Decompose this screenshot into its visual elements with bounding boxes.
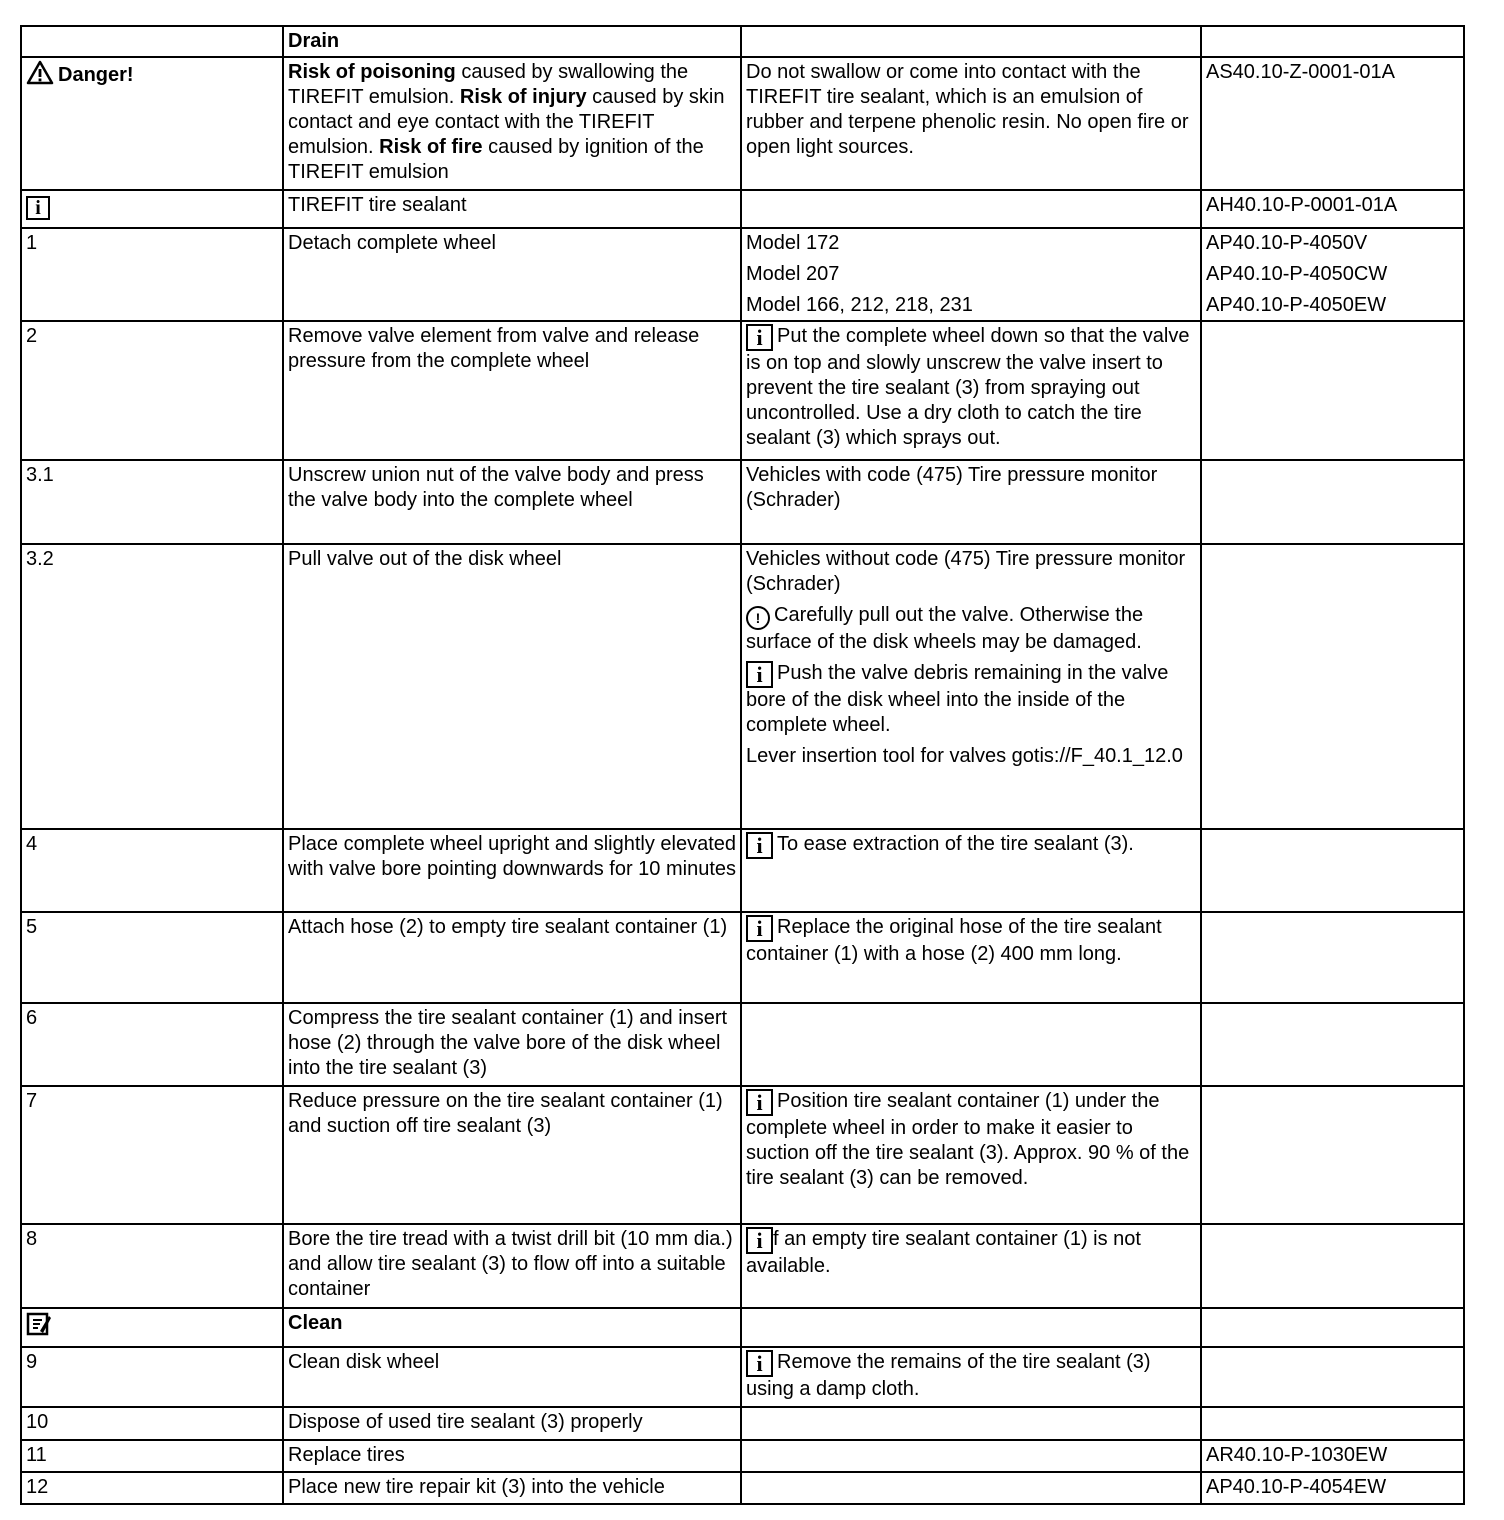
step-note: i Put the complete wheel down so that the valve is on top and slowly unscrew the valve insert to prevent the tire sealant (3) from spraying out uncontrolled. Use a dry cloth to catch the tire sealant (3) which sprays out. <box>741 321 1201 460</box>
step-number: 8 <box>21 1224 283 1308</box>
caution-circle-icon: ! <box>746 606 770 630</box>
reference-link[interactable]: AR40.10-P-1030EW <box>1201 1440 1464 1472</box>
info-icon: i <box>746 1089 773 1116</box>
step-number: 10 <box>21 1407 283 1440</box>
info-icon: i <box>746 661 773 688</box>
table-row <box>21 1086 1464 1224</box>
step-note: i f an empty tire sealant container (1) is not available. <box>741 1224 1201 1308</box>
step-number: 9 <box>21 1347 283 1407</box>
procedure-table <box>20 25 1465 1505</box>
danger-cell <box>21 57 283 190</box>
step-note: i To ease extraction of the tire sealant (3). <box>741 829 1201 912</box>
step-text: Replace tires <box>283 1440 741 1472</box>
step-number: 2 <box>21 321 283 460</box>
info-icon: i <box>26 196 50 220</box>
step-text: Clean disk wheel <box>283 1347 741 1407</box>
danger-note: Do not swallow or come into contact with the TIREFIT tire sealant, which is an emulsion of rubber and terpene phenolic resin. No open fire or open light sources. <box>741 57 1201 190</box>
table-row <box>21 1472 1464 1504</box>
info-icon: i <box>746 1227 773 1254</box>
step-note: i Position tire sealant container (1) under the complete wheel in order to make it easier to suction off the tire sealant (3). Approx. 90 % of the tire sealant (3) can be removed. <box>741 1086 1201 1224</box>
danger-label: Danger! <box>58 64 134 86</box>
step-number: 7 <box>21 1086 283 1224</box>
step-text: Place new tire repair kit (3) into the vehicle <box>283 1472 741 1504</box>
reference-link[interactable]: AP40.10-P-4050CW <box>1206 263 1388 285</box>
step-text: Detach complete wheel <box>283 228 741 321</box>
step-number: 1 <box>21 228 283 321</box>
table-row <box>21 26 1464 57</box>
reference-link[interactable]: AP40.10-P-4050V <box>1206 232 1368 254</box>
step-number: 11 <box>21 1440 283 1472</box>
step-note: Model 172 Model 207 Model 166, 212, 218, 231 <box>741 228 1201 321</box>
table-row <box>21 912 1464 1003</box>
reference-link[interactable]: AH40.10-P-0001-01A <box>1201 190 1464 228</box>
step-text: Remove valve element from valve and release pressure from the complete wheel <box>283 321 741 460</box>
info-icon: i <box>746 1350 773 1377</box>
section-heading-drain: Drain <box>283 26 741 57</box>
step-number: 4 <box>21 829 283 912</box>
table-row <box>21 321 1464 460</box>
step-text: Compress the tire sealant container (1) and insert hose (2) through the valve bore of the disk wheel into the tire sealant (3) <box>283 1003 741 1086</box>
step-text: Bore the tire tread with a twist drill bit (10 mm dia.) and allow tire sealant (3) to flow off into a suitable container <box>283 1224 741 1308</box>
step-text: Place complete wheel upright and slightly elevated with valve bore pointing downwards for 10 minutes <box>283 829 741 912</box>
table-row <box>21 829 1464 912</box>
table-row <box>21 1224 1464 1308</box>
table-row <box>21 1440 1464 1472</box>
step-text: Dispose of used tire sealant (3) properly <box>283 1407 741 1440</box>
step-note: Vehicles with code (475) Tire pressure monitor (Schrader) <box>741 460 1201 544</box>
table-row <box>21 228 1464 321</box>
step-note: Vehicles without code (475) Tire pressure monitor (Schrader) ! Carefully pull out the valve. Otherwise the surface of the disk wheels may be damaged. i Push the valve debris remaining in the valve bore of the disk wheel into the inside of the complete wheel. Lever insertion tool for valves gotis://F_40.1_12.0 <box>741 544 1201 829</box>
table-row <box>21 1003 1464 1086</box>
table-row <box>21 1407 1464 1440</box>
info-icon: i <box>746 915 773 942</box>
table-row <box>21 57 1464 190</box>
step-text: Reduce pressure on the tire sealant container (1) and suction off tire sealant (3) <box>283 1086 741 1224</box>
info-icon: i <box>746 324 773 351</box>
warning-triangle-icon <box>26 60 54 92</box>
step-note: i Replace the original hose of the tire sealant container (1) with a hose (2) 400 mm long. <box>741 912 1201 1003</box>
step-number: 5 <box>21 912 283 1003</box>
step-number: 6 <box>21 1003 283 1086</box>
step-cell <box>21 26 283 57</box>
table-row <box>21 1308 1464 1347</box>
reference-link[interactable]: AP40.10-P-4054EW <box>1201 1472 1464 1504</box>
reference-link[interactable]: AP40.10-P-4050EW <box>1206 294 1387 316</box>
step-text: Attach hose (2) to empty tire sealant container (1) <box>283 912 741 1003</box>
step-text: Pull valve out of the disk wheel <box>283 544 741 829</box>
section-heading-clean: Clean <box>283 1308 741 1347</box>
step-text: TIREFIT tire sealant <box>283 190 741 228</box>
table-row <box>21 460 1464 544</box>
clean-notepad-icon <box>26 1311 52 1344</box>
step-number: 3.1 <box>21 460 283 544</box>
step-number: 3.2 <box>21 544 283 829</box>
danger-text: Risk of poisoning caused by swallowing the TIREFIT emulsion. Risk of injury caused by skin contact and eye contact with the TIREFIT emulsion. Risk of fire caused by ignition of the TIREFIT emulsion <box>283 57 741 190</box>
table-row <box>21 544 1464 829</box>
table-row <box>21 1347 1464 1407</box>
reference-link[interactable]: AS40.10-Z-0001-01A <box>1201 57 1464 190</box>
table-row <box>21 190 1464 228</box>
step-number: 12 <box>21 1472 283 1504</box>
step-text: Unscrew union nut of the valve body and press the valve body into the complete wheel <box>283 460 741 544</box>
step-note: i Remove the remains of the tire sealant (3) using a damp cloth. <box>741 1347 1201 1407</box>
info-icon: i <box>746 832 773 859</box>
tool-reference-link[interactable]: Lever insertion tool for valves gotis://F_40.1_12.0 <box>746 745 1183 767</box>
